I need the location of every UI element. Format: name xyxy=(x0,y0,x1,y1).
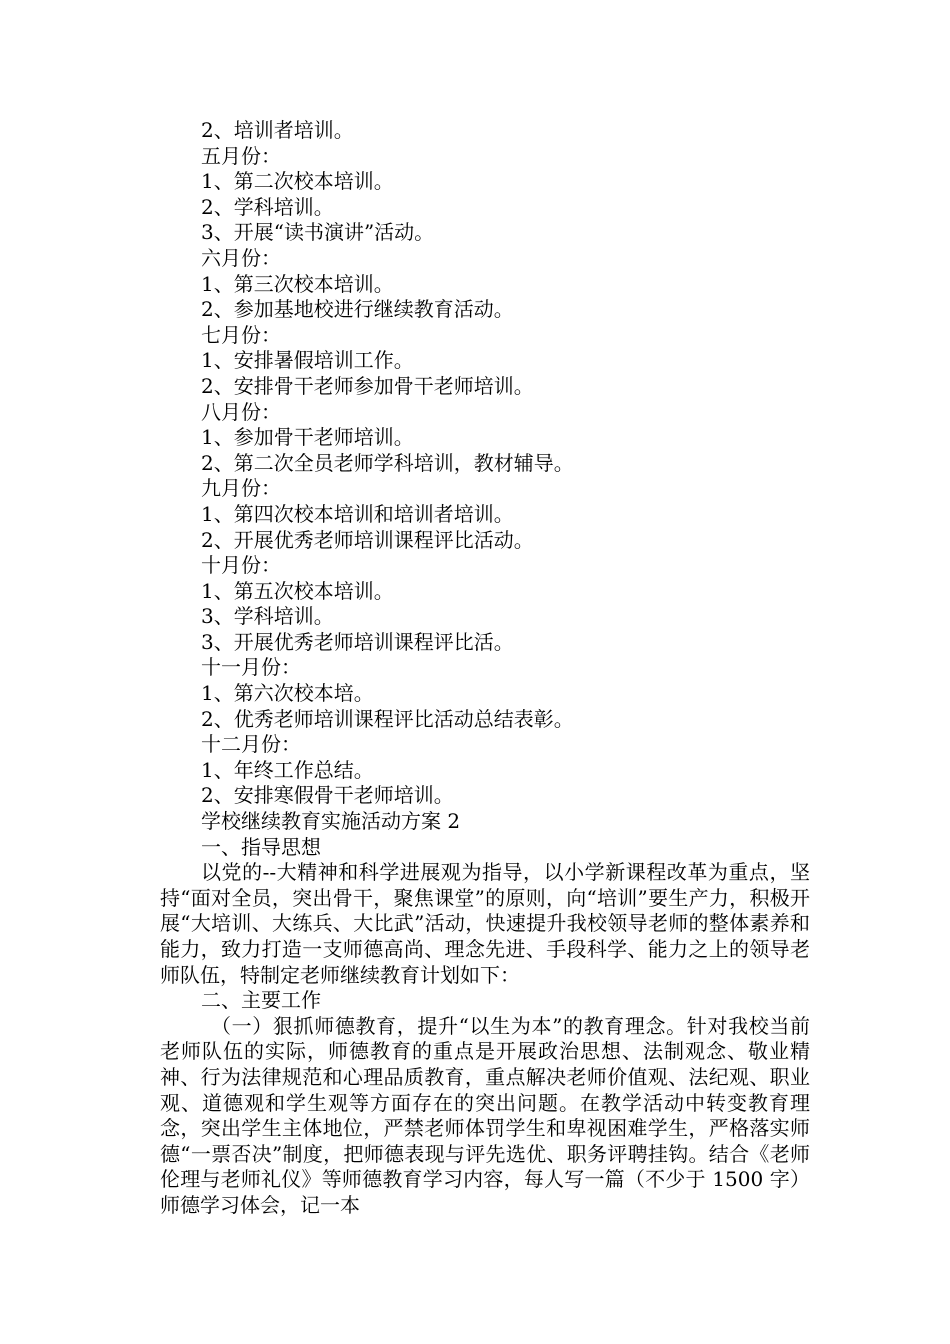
monthly-schedule xyxy=(160,118,810,809)
schedule-line: 1、第五次校本培训。 xyxy=(201,578,394,603)
schedule-line: 1、参加骨干老师培训。 xyxy=(201,425,414,450)
schedule-line: 2、第二次全员老师学科培训，教材辅导。 xyxy=(201,450,574,475)
document-body xyxy=(160,118,810,1219)
section1-paragraph: 以党的--大精神和科学进展观为指导，以小学新课程改革为重点，坚持“面对全员，突出骨干，聚焦课堂”的原则，向“培训”要生产力，积极开展“大培训、大练兵、大比武”活动，快速提升我校领导老师的整体素养和能力，致力打造一支师德高尚、理念先进、手段科学、能力之上的领导老师队伍，特制定老师继续教育计划如下： xyxy=(160,860,810,987)
schedule-line: 1、第三次校本培训。 xyxy=(201,271,394,296)
schedule-line: 十月份： xyxy=(201,553,281,578)
plan2-title: 学校继续教育实施活动方案 2 xyxy=(201,809,461,834)
schedule-line: 2、开展优秀老师培训课程评比活动。 xyxy=(201,527,534,552)
schedule-line: 八月份： xyxy=(201,399,281,424)
schedule-line: 2、优秀老师培训课程评比活动总结表彰。 xyxy=(201,706,574,731)
schedule-line: 1、第六次校本培。 xyxy=(201,681,374,706)
schedule-line: 1、第四次校本培训和培训者培训。 xyxy=(201,501,514,526)
schedule-line: 七月份： xyxy=(201,322,281,347)
section1-heading: 一、指导思想 xyxy=(201,834,321,859)
schedule-line: 2、安排骨干老师参加骨干老师培训。 xyxy=(201,373,534,398)
schedule-line: 3、开展优秀老师培训课程评比活。 xyxy=(201,629,514,654)
schedule-line: 2、学科培训。 xyxy=(201,194,334,219)
schedule-line: 1、第二次校本培训。 xyxy=(201,169,394,194)
schedule-line: 九月份： xyxy=(201,476,281,501)
schedule-line: 2、安排寒假骨干老师培训。 xyxy=(201,783,454,808)
schedule-line: 1、年终工作总结。 xyxy=(201,757,374,782)
schedule-line: 2、参加基地校进行继续教育活动。 xyxy=(201,297,514,322)
schedule-line: 五月份： xyxy=(201,143,281,168)
schedule-line: 六月份： xyxy=(201,245,281,270)
schedule-line: 3、开展“读书演讲”活动。 xyxy=(201,220,435,245)
schedule-line: 十一月份： xyxy=(201,655,301,680)
section2-paragraph: （一）狠抓师德教育，提升“以生为本”的教育理念。针对我校当前老师队伍的实际，师德教育的重点是开展政治思想、法制观念、敬业精神、行为法律规范和心理品质教育，重点解决老师价值观、法纪观、职业观、道德观和学生观等方面存在的突出问题。在教学活动中转变教育理念，突出学生主体地位，严禁老师体罚学生和卑视困难学生，严格落实师德“一票否决”制度，把师德表现与评先选优、职务评聘挂钩。结合《老师伦理与老师礼仪》等师德教育学习内容，每人写一篇（不少于 1500 字）师德学习体会，记一本 xyxy=(160,1013,810,1217)
section2-heading: 二、主要工作 xyxy=(201,988,321,1013)
schedule-line: 3、学科培训。 xyxy=(201,604,334,629)
schedule-line: 2、培训者培训。 xyxy=(201,118,354,142)
schedule-line: 1、安排暑假培训工作。 xyxy=(201,348,414,373)
schedule-line: 十二月份： xyxy=(201,732,301,757)
